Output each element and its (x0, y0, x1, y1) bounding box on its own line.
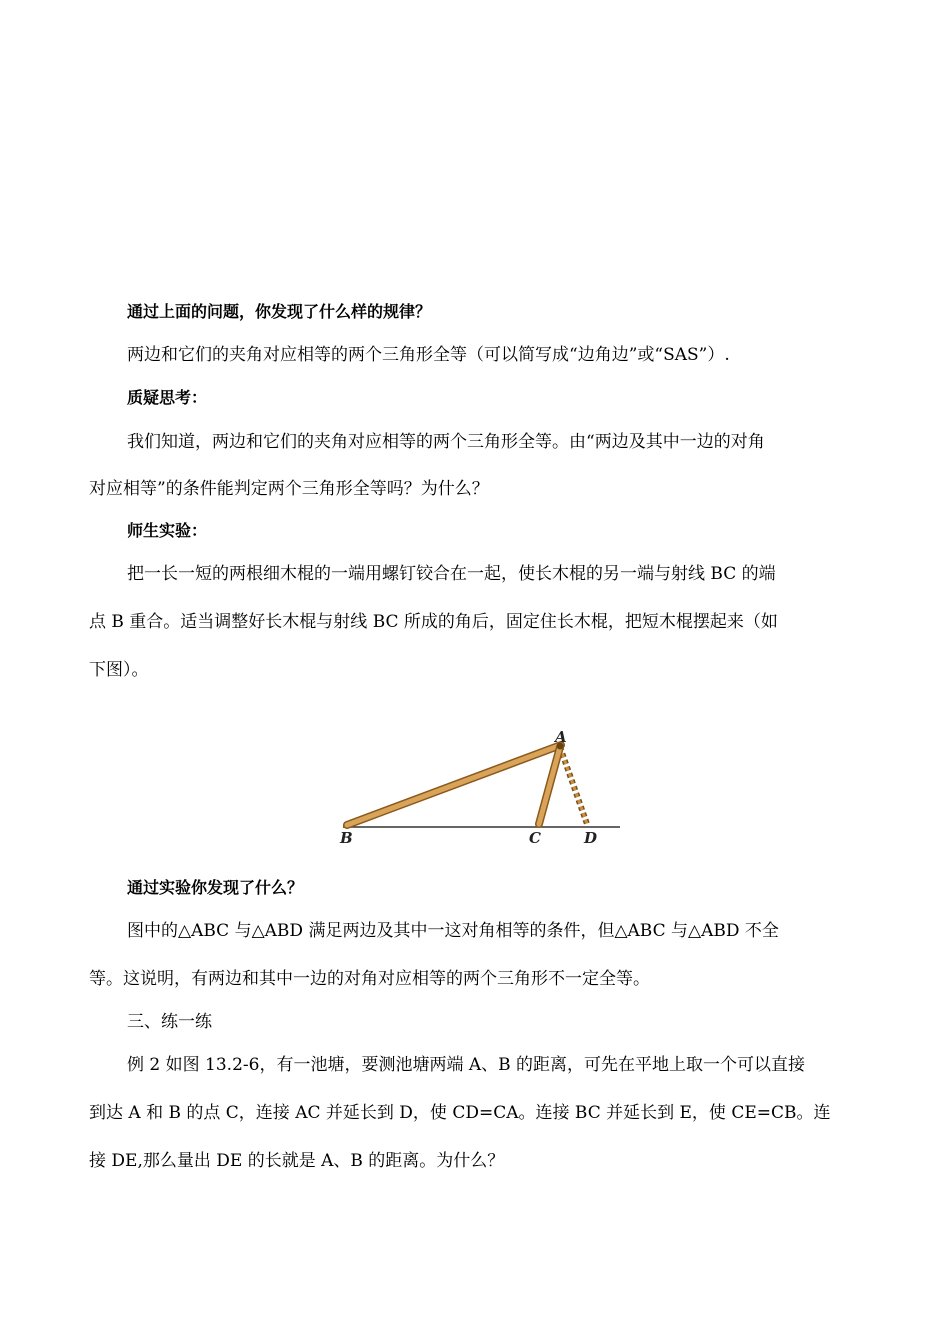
question-thinking-heading: 质疑思考： (127, 388, 208, 407)
paragraph-line: 对应相等”的条件能判定两个三角形全等吗？为什么？ (89, 479, 489, 499)
paragraph-line: 我们知道，两边和它们的夹角对应相等的两个三角形全等。由“两边及其中一边的对角 (127, 432, 765, 452)
experiment-finding-heading: 通过实验你发现了什么？ (127, 878, 304, 897)
label-a: A (555, 728, 567, 746)
experiment-heading: 师生实验： (127, 521, 208, 540)
short-stick-dashed-highlight (560, 747, 587, 824)
paragraph-line: 图中的△ABC 与△ABD 满足两边及其中一这对角相等的条件，但△ABC 与△ABD 不全 (127, 921, 779, 941)
sas-statement: 两边和它们的夹角对应相等的两个三角形全等（可以简写成“边角边”或“SAS”）. (127, 345, 730, 365)
stick-triangle-figure (335, 728, 625, 852)
paragraph-line: 接 DE,那么量出 DE 的长就是 A、B 的距离。为什么？ (89, 1151, 505, 1171)
paragraph-line: 点 B 重合。适当调整好长木棍与射线 BC 所成的角后，固定住长木棍，把短木棍摆起来（如 (89, 612, 778, 632)
short-stick-highlight (539, 747, 560, 824)
paragraph-line: 等。这说明，有两边和其中一边的对角对应相等的两个三角形不一定全等。 (89, 969, 650, 989)
label-d: D (584, 829, 598, 847)
label-c: C (529, 829, 541, 847)
paragraph-line: 下图）。 (89, 660, 149, 680)
short-stick-dashed (560, 747, 587, 824)
rule-question-heading: 通过上面的问题，你发现了什么样的规律？ (127, 302, 432, 321)
stick-triangle-svg (335, 728, 625, 852)
paragraph-line: 到达 A 和 B 的点 C，连接 AC 并延长到 D，使 CD=CA。连接 BC 并延长到 E，使 CE=CB。连 (89, 1103, 831, 1123)
practice-heading: 三、练一练 (127, 1012, 212, 1032)
long-stick-highlight (347, 745, 561, 825)
paragraph-line: 例 2 如图 13.2-6，有一池塘，要测池塘两端 A、B 的距离，可先在平地上取一个可以直接 (127, 1055, 806, 1075)
paragraph-line: 把一长一短的两根细木棍的一端用螺钉铰合在一起，使长木棍的另一端与射线 BC 的端 (127, 564, 776, 584)
label-b: B (340, 829, 353, 847)
